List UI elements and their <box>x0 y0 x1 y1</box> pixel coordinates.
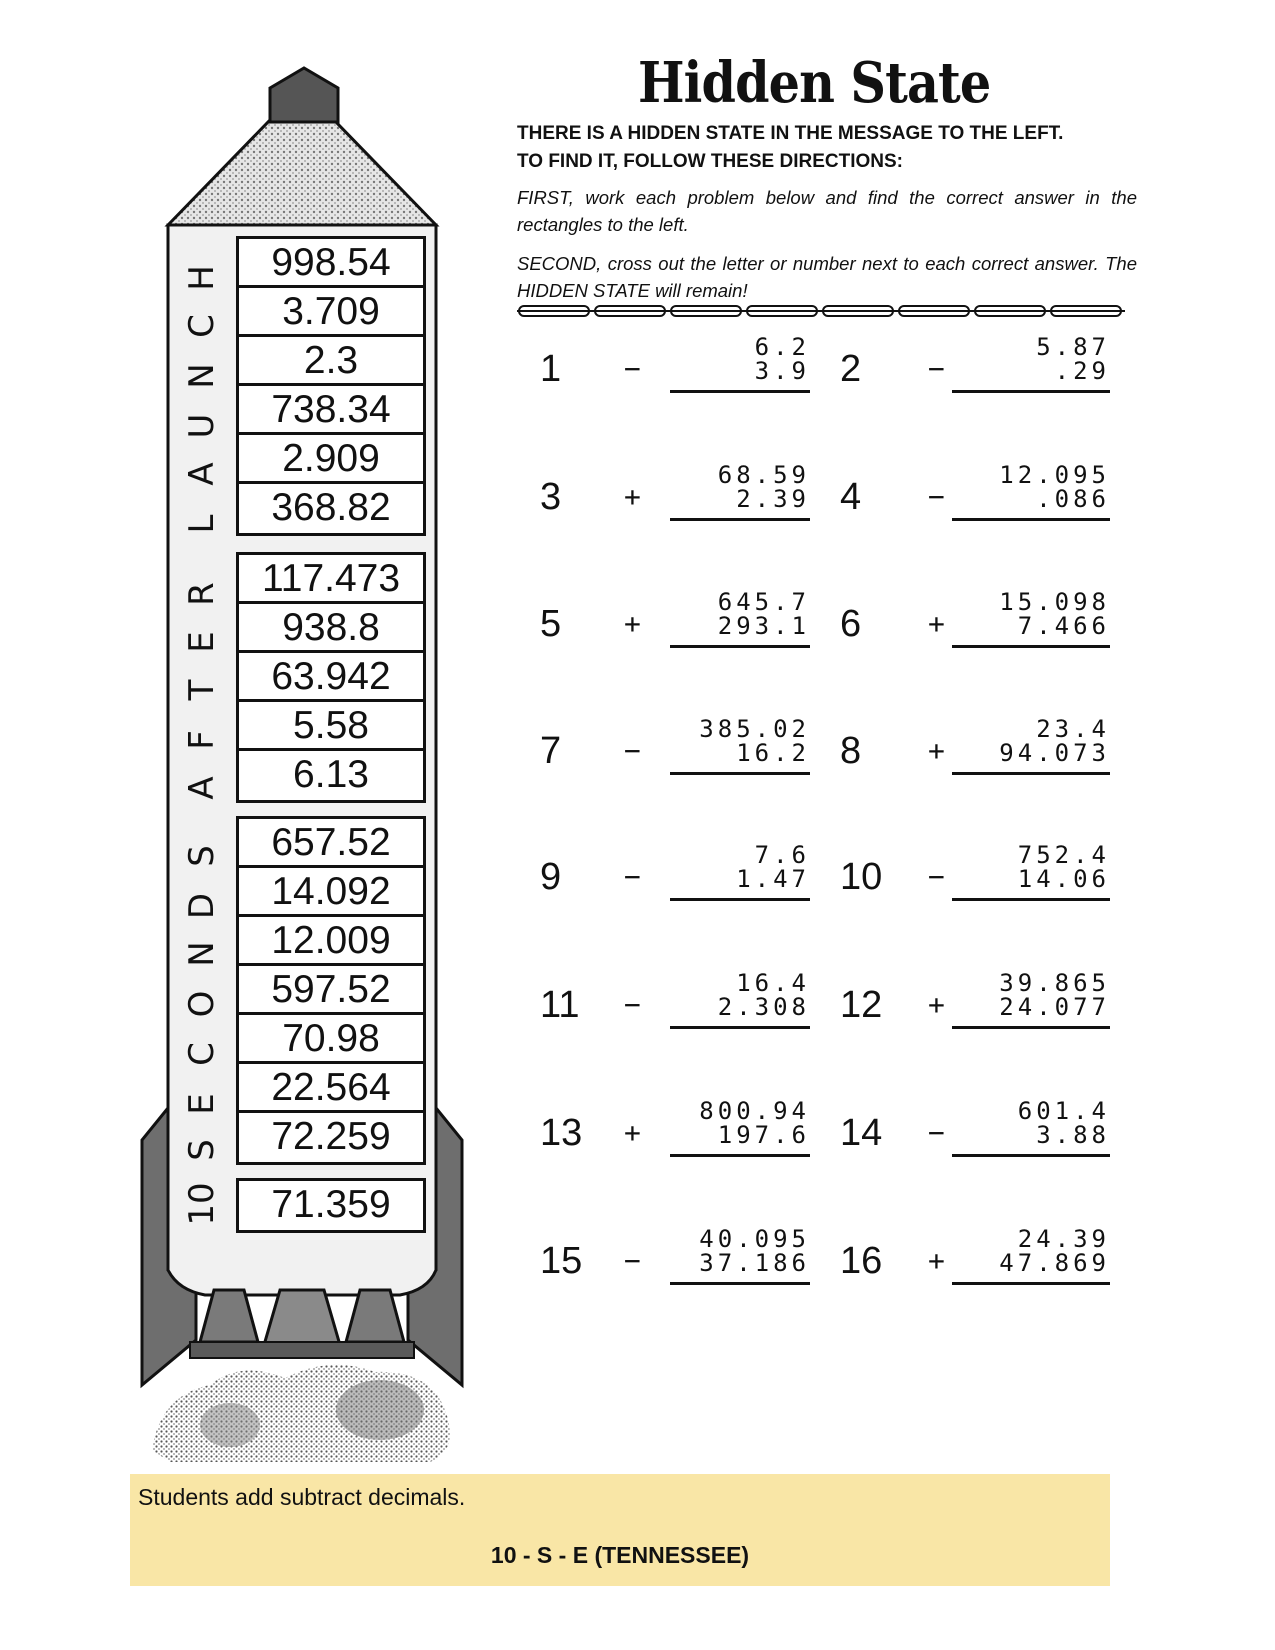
problem-bottom-number: 47.869 <box>999 1249 1110 1277</box>
problem-operator: + <box>928 1244 945 1277</box>
problem-bottom-number: 3.9 <box>754 357 810 385</box>
math-problem <box>840 1222 1110 1332</box>
rocket-letter: L <box>182 514 222 534</box>
direction-first-label: FIRST, <box>517 187 574 208</box>
problem-top-number: 6.2 <box>754 333 810 361</box>
problem-operator: − <box>624 860 641 893</box>
answer-box: 597.52 <box>239 966 423 1015</box>
direction-second-text: cross out the letter or number next to each correct answer. The HIDDEN STATE will remain! <box>517 253 1137 301</box>
direction-first-text: work each problem below and find the correct answer in the rectangles to the left. <box>517 187 1137 235</box>
problem-bottom-number: .29 <box>1054 357 1110 385</box>
problem-bottom-number: 3.88 <box>1036 1121 1110 1149</box>
math-problem <box>540 966 810 1076</box>
problem-bottom-number: 7.466 <box>1017 612 1110 640</box>
rocket-letter: A <box>182 776 222 800</box>
problem-top-number: 68.59 <box>717 461 810 489</box>
problem-operator: − <box>624 988 641 1021</box>
problem-bottom-number: 2.39 <box>736 485 810 513</box>
answer-box: 63.942 <box>239 653 423 702</box>
problem-bottom-number: 24.077 <box>999 993 1110 1021</box>
answer-box: 3.709 <box>239 288 423 337</box>
math-problem <box>840 458 1110 568</box>
rocket-letter: N <box>182 941 222 967</box>
problem-number: 4 <box>840 476 862 518</box>
problem-bottom-number: 2.308 <box>717 993 810 1021</box>
problem-top-number: 645.7 <box>717 588 810 616</box>
answer-box: 71.359 <box>271 1183 391 1226</box>
problem-number: 13 <box>540 1112 583 1154</box>
intro-line-2: TO FIND IT, FOLLOW THESE DIRECTIONS: <box>517 151 903 172</box>
problem-top-number: 23.4 <box>1036 715 1110 743</box>
answer-box: 368.82 <box>271 486 391 529</box>
problem-number: 2 <box>840 348 862 390</box>
problem-top-number: 800.94 <box>699 1097 810 1125</box>
problem-number: 16 <box>840 1240 883 1282</box>
answer-box: 6.13 <box>293 753 369 796</box>
rocket-letter: S <box>182 1139 222 1161</box>
problem-operator: − <box>624 1244 641 1277</box>
problem-bottom-number: 94.073 <box>999 739 1110 767</box>
problem-bottom-number: .086 <box>1036 485 1110 513</box>
problem-number: 12 <box>840 984 883 1026</box>
page-title: Hidden State <box>638 50 991 116</box>
answer-line <box>670 1154 810 1157</box>
answer-box-group <box>236 816 426 1165</box>
problem-operator: − <box>624 734 641 767</box>
answer-box: 938.8 <box>239 604 423 653</box>
problem-bottom-number: 1.47 <box>736 865 810 893</box>
direction-second-label: SECOND, <box>517 253 602 274</box>
problem-operator: + <box>624 607 641 640</box>
rocket-letter: N <box>182 363 222 389</box>
problem-top-number: 39.865 <box>999 969 1110 997</box>
problem-top-number: 40.095 <box>699 1225 810 1253</box>
problem-operator: − <box>928 1116 945 1149</box>
direction-second <box>517 250 1137 304</box>
answer-line <box>952 1026 1110 1029</box>
answer-line <box>670 898 810 901</box>
problem-top-number: 752.4 <box>1017 841 1110 869</box>
problem-number: 7 <box>540 730 562 772</box>
rocket-letter: 10 <box>182 1182 222 1226</box>
rocket-letter-column <box>176 236 228 1226</box>
rocket-letter: R <box>182 582 222 606</box>
math-problem <box>840 966 1110 1076</box>
rocket-letter: H <box>182 265 222 291</box>
rocket-letter: A <box>182 462 222 486</box>
direction-first <box>517 184 1137 238</box>
answer-line <box>670 1282 810 1285</box>
intro-line-1: THERE IS A HIDDEN STATE IN THE MESSAGE TO THE LEFT. <box>517 123 1064 144</box>
answer-line <box>952 518 1110 521</box>
answer-box: 117.473 <box>239 555 423 604</box>
rocket-letter: E <box>182 1093 222 1115</box>
problem-top-number: 7.6 <box>754 841 810 869</box>
problem-top-number: 16.4 <box>736 969 810 997</box>
problem-operator: + <box>624 1116 641 1149</box>
answer-line <box>670 1026 810 1029</box>
answer-line <box>952 645 1110 648</box>
problem-top-number: 385.02 <box>699 715 810 743</box>
caption-description: Students add subtract decimals. <box>138 1484 466 1510</box>
math-problem <box>540 585 810 695</box>
rocket-letter: F <box>182 730 222 750</box>
math-problem <box>840 712 1110 822</box>
problem-top-number: 5.87 <box>1036 333 1110 361</box>
answer-box: 998.54 <box>239 239 423 288</box>
problem-bottom-number: 197.6 <box>717 1121 810 1149</box>
answer-box: 2.909 <box>239 435 423 484</box>
answer-box: 12.009 <box>239 917 423 966</box>
answer-line <box>952 1154 1110 1157</box>
math-problem <box>840 330 1110 440</box>
problem-number: 5 <box>540 603 562 645</box>
math-problem <box>840 1094 1110 1204</box>
problem-top-number: 24.39 <box>1017 1225 1110 1253</box>
rocket-letter: T <box>182 679 222 701</box>
answer-line <box>952 898 1110 901</box>
problem-operator: − <box>928 480 945 513</box>
rocket-letter: D <box>182 892 222 920</box>
problem-number: 3 <box>540 476 562 518</box>
rocket-letter: O <box>182 990 222 1018</box>
problem-operator: + <box>624 480 641 513</box>
answer-box: 14.092 <box>239 868 423 917</box>
problem-number: 8 <box>840 730 862 772</box>
problem-operator: − <box>928 860 945 893</box>
math-problem <box>540 458 810 568</box>
problem-number: 6 <box>840 603 862 645</box>
answer-box: 22.564 <box>239 1064 423 1113</box>
problem-operator: − <box>624 352 641 385</box>
answer-line <box>670 645 810 648</box>
caption-answer: 10 - S - E (TENNESSEE) <box>490 1542 750 1568</box>
answer-line <box>670 772 810 775</box>
problem-top-number: 15.098 <box>999 588 1110 616</box>
problem-bottom-number: 37.186 <box>699 1249 810 1277</box>
answer-line <box>952 390 1110 393</box>
rocket-letter: S <box>182 845 222 867</box>
chain-divider <box>517 304 1125 318</box>
answer-caption <box>130 1474 1110 1586</box>
problem-number: 14 <box>840 1112 883 1154</box>
problem-bottom-number: 293.1 <box>717 612 810 640</box>
answer-box-group <box>236 1178 426 1233</box>
intro-text <box>517 120 1137 176</box>
problem-top-number: 12.095 <box>999 461 1110 489</box>
answer-box-group <box>236 236 426 536</box>
problem-number: 10 <box>840 856 883 898</box>
answer-line <box>952 1282 1110 1285</box>
rocket-letter: U <box>182 413 222 439</box>
answer-box-group <box>236 552 426 803</box>
problem-operator: + <box>928 988 945 1021</box>
problem-top-number: 601.4 <box>1017 1097 1110 1125</box>
answer-box: 5.58 <box>239 702 423 751</box>
rocket-letter: C <box>182 1042 222 1066</box>
problem-operator: + <box>928 607 945 640</box>
answer-box: 2.3 <box>239 337 423 386</box>
math-problem <box>540 330 810 440</box>
math-problem <box>540 1222 810 1332</box>
answer-box: 657.52 <box>239 819 423 868</box>
problem-number: 15 <box>540 1240 583 1282</box>
problem-operator: + <box>928 734 945 767</box>
math-problem <box>540 712 810 822</box>
answer-line <box>670 518 810 521</box>
problem-number: 1 <box>540 348 562 390</box>
math-problem <box>840 838 1110 948</box>
answer-line <box>952 772 1110 775</box>
math-problem <box>840 585 1110 695</box>
math-problem <box>540 1094 810 1204</box>
math-problem <box>540 838 810 948</box>
problem-bottom-number: 16.2 <box>736 739 810 767</box>
problem-operator: − <box>928 352 945 385</box>
problem-bottom-number: 14.06 <box>1017 865 1110 893</box>
answer-box: 738.34 <box>239 386 423 435</box>
problem-number: 9 <box>540 856 562 898</box>
answer-box: 72.259 <box>271 1115 391 1158</box>
answer-box: 70.98 <box>239 1015 423 1064</box>
rocket-letter: C <box>182 314 222 338</box>
answer-line <box>670 390 810 393</box>
rocket-letter: E <box>182 631 222 653</box>
problem-number: 11 <box>540 984 580 1026</box>
